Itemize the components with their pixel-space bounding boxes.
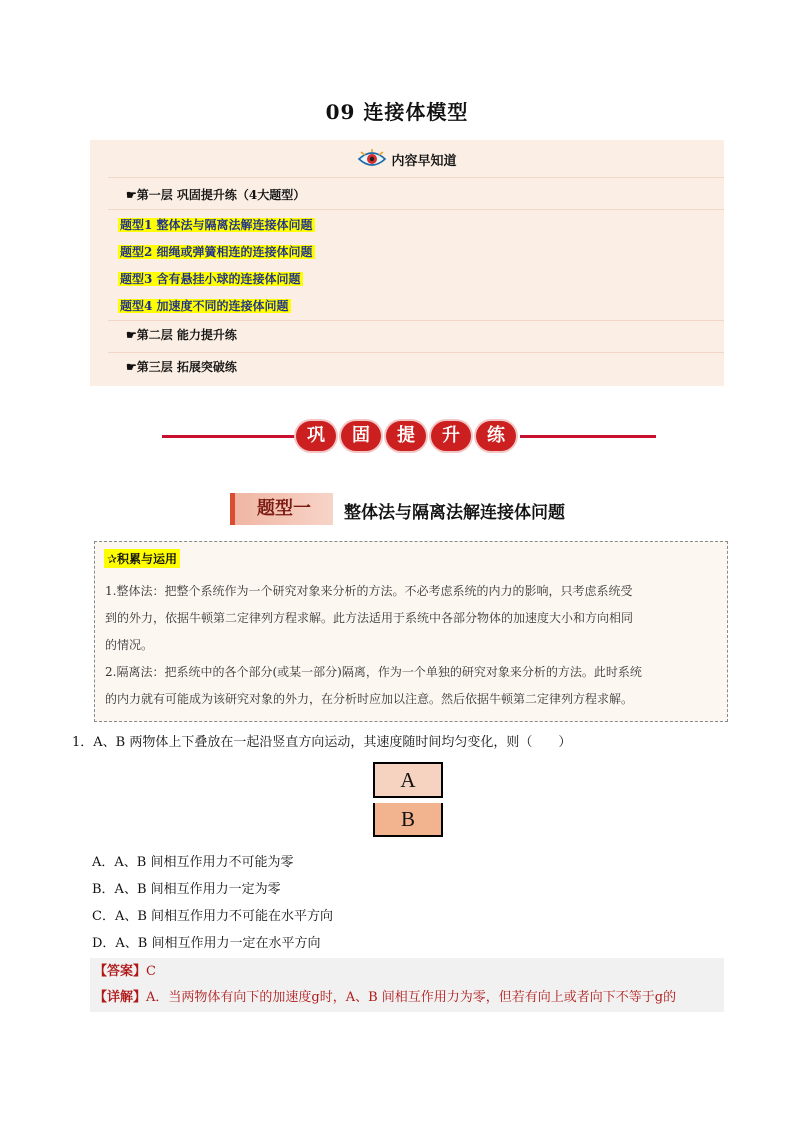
toc-type-4[interactable] xyxy=(118,297,291,314)
block-b: B xyxy=(373,803,443,837)
banner-char: 提 xyxy=(386,421,426,451)
tips-line: 2.隔离法：把系统中的各个部分(或某一部分)隔离，作为一个单独的研究对象来分析的方法。此时系统 xyxy=(105,665,642,679)
banner-line-right xyxy=(520,435,656,438)
question-stem: 1．A、B 两物体上下叠放在一起沿竖直方向运动，其速度随时间均匀变化，则（ ） xyxy=(72,735,572,750)
tips-line: 的情况。 xyxy=(105,638,154,652)
eye-icon xyxy=(357,149,387,169)
toc-layer3[interactable]: ☛第三层 拓展突破练 xyxy=(126,360,237,374)
toc-panel xyxy=(90,140,724,386)
toc-type-3-label: 题型3 含有悬挂小球的连接体问题 xyxy=(120,272,301,286)
toc-type-1[interactable] xyxy=(118,216,315,233)
toc-layer1[interactable]: ☛第一层 巩固提升练（4大题型） xyxy=(126,188,306,202)
option-b[interactable]: B．A、B 间相互作用力一定为零 xyxy=(92,882,281,897)
tips-box xyxy=(94,541,728,722)
banner-line-left xyxy=(162,435,296,438)
tips-line: 到的外力，依据牛顿第二定律列方程求解。此方法适用于系统中各部分物体的加速度大小和方向相同 xyxy=(105,611,634,625)
toc-type-3[interactable] xyxy=(118,270,303,287)
tips-line: 的内力就有可能成为该研究对象的外力，在分析时应加以注意。然后依据牛顿第二定律列方程求解。 xyxy=(105,692,634,706)
toc-heading-text: 内容早知道 xyxy=(391,153,457,169)
tips-body xyxy=(105,578,719,713)
toc-type-1-label: 题型1 整体法与隔离法解连接体问题 xyxy=(120,218,313,232)
block-a: A xyxy=(373,762,443,798)
option-a[interactable]: A．A、B 间相互作用力不可能为零 xyxy=(92,855,294,870)
toc-type-4-label: 题型4 加速度不同的连接体问题 xyxy=(120,299,289,313)
section-type-title: 整体法与隔离法解连接体问题 xyxy=(344,503,565,523)
option-c[interactable]: C．A、B 间相互作用力不可能在水平方向 xyxy=(92,909,334,924)
tips-heading: ✰积累与运用 xyxy=(104,549,180,568)
page-title: 09 连接体模型 xyxy=(325,100,469,124)
detail-tag: 【详解】 xyxy=(94,990,147,1005)
answer-value: C xyxy=(146,964,156,979)
toc-layer2[interactable]: ☛第二层 能力提升练 xyxy=(126,328,237,342)
section-type-label: 题型一 xyxy=(230,493,333,525)
detail-text: A．当两物体有向下的加速度g时，A、B 间相互作用力为零，但若有向上或者向下不等于g的 xyxy=(146,990,677,1005)
banner-char: 练 xyxy=(476,421,516,451)
toc-type-2[interactable] xyxy=(118,243,315,260)
answer-block xyxy=(90,958,724,1012)
banner-char: 固 xyxy=(341,421,381,451)
divider xyxy=(108,320,724,321)
divider xyxy=(108,352,724,353)
detail-line xyxy=(94,986,676,1005)
divider xyxy=(108,209,724,210)
answer-line xyxy=(94,960,156,979)
banner-char: 升 xyxy=(431,421,471,451)
divider xyxy=(108,177,724,178)
tips-line: 1.整体法：把整个系统作为一个研究对象来分析的方法。不必考虑系统的内力的影响，只考虑系统受 xyxy=(105,584,633,598)
banner-char: 巩 xyxy=(296,421,336,451)
section-banner xyxy=(296,421,516,451)
answer-tag: 【答案】 xyxy=(94,964,147,979)
option-d[interactable]: D．A、B 间相互作用力一定在水平方向 xyxy=(92,936,321,951)
toc-heading xyxy=(90,146,724,172)
toc-type-2-label: 题型2 细绳或弹簧相连的连接体问题 xyxy=(120,245,313,259)
